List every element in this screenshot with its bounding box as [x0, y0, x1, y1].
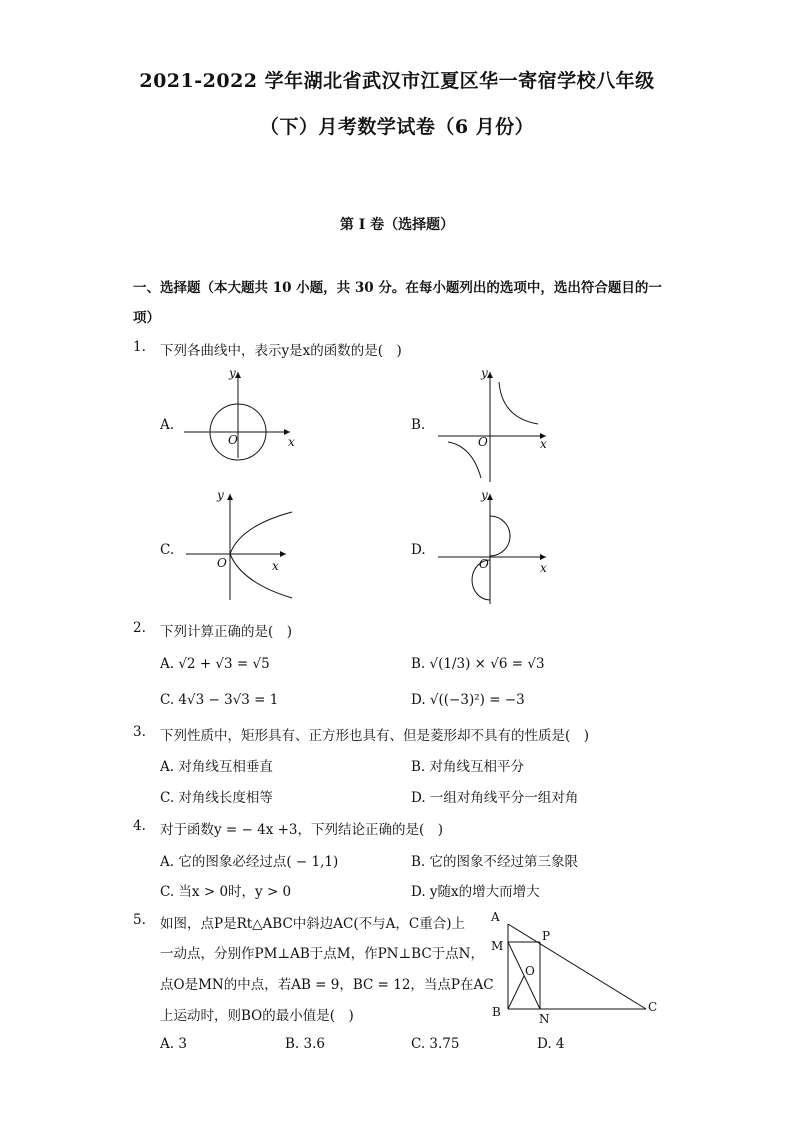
- q1-option-a-label: A.: [160, 417, 175, 433]
- q4-text: 对于函数y = − 4x +3，下列结论正确的是( ): [160, 822, 444, 838]
- q5-option-d: D. 4: [537, 1036, 565, 1052]
- q5-number: 5.: [133, 912, 146, 928]
- instructions-line1: 一、选择题（本大题共 10 小题，共 30 分。在每小题列出的选项中，选出符合题目的一: [133, 280, 662, 296]
- q3-text: 下列性质中，矩形具有、正方形也具有、但是菱形却不具有的性质是( ): [160, 728, 590, 744]
- q1-b-origin-label: O: [478, 435, 488, 449]
- q1-d-origin-label: O: [479, 557, 489, 571]
- q2-option-b: B. √(1/3) × √6 = √3: [411, 656, 545, 672]
- q1-c-x-label: x: [272, 559, 279, 573]
- q4-option-c: C. 当x > 0时，y > 0: [160, 884, 292, 900]
- q5-text-line3: 点O是MN的中点，若AB = 9，BC = 12，当点P在AC: [160, 977, 494, 993]
- q2-number: 2.: [133, 620, 146, 636]
- q4-number: 4.: [133, 818, 146, 834]
- q1-option-d-label: D.: [411, 542, 426, 558]
- q1-text: 下列各曲线中，表示y是x的函数的是( ): [160, 343, 402, 359]
- q5-label-b: B: [492, 1005, 501, 1019]
- q5-label-a: A: [491, 910, 500, 924]
- q5-label-p: P: [542, 929, 551, 943]
- q3-option-a: A. 对角线互相垂直: [160, 759, 273, 775]
- paper-title-line2: （下）月考数学试卷（6 月份）: [259, 116, 535, 138]
- q3-number: 3.: [133, 724, 146, 740]
- q1-option-b-label: B.: [411, 417, 426, 433]
- q5-text-line2: 一动点，分别作PM⊥AB于点M，作PN⊥BC于点N，: [160, 946, 484, 962]
- q1-d-x-label: x: [540, 561, 547, 575]
- q2-text: 下列计算正确的是( ): [160, 624, 293, 640]
- q5-label-o: O: [525, 964, 535, 978]
- q5-label-m: M: [491, 939, 504, 953]
- q5-option-a: A. 3: [160, 1036, 187, 1052]
- q3-option-d: D. 一组对角线平分一组对角: [411, 790, 579, 806]
- q1-c-y-label: y: [217, 488, 224, 502]
- q1-a-origin-label: O: [228, 433, 238, 447]
- q1-a-y-label: y: [229, 366, 236, 380]
- instructions-line2: 项）: [133, 310, 160, 326]
- paper-title-line1: 2021-2022 学年湖北省武汉市江夏区华一寄宿学校八年级: [139, 70, 655, 92]
- q1-number: 1.: [133, 339, 146, 355]
- q2-option-c: C. 4√3 − 3√3 = 1: [160, 692, 279, 708]
- q1-d-y-label: y: [481, 488, 488, 502]
- q2-option-a: A. √2 + √3 = √5: [160, 656, 270, 672]
- q1-b-y-label: y: [481, 366, 488, 380]
- q1-c-origin-label: O: [217, 556, 227, 570]
- q5-option-b: B. 3.6: [285, 1036, 325, 1052]
- q5-option-c: C. 3.75: [411, 1036, 460, 1052]
- q1-option-c-label: C.: [160, 542, 175, 558]
- q5-text-line1: 如图，点P是Rt△ABC中斜边AC(不与A，C重合)上: [160, 916, 465, 932]
- q3-option-b: B. 对角线互相平分: [411, 759, 525, 775]
- q2-option-d: D. √((−3)²) = −3: [411, 692, 525, 708]
- q1-a-x-label: x: [288, 435, 295, 449]
- q4-option-a: A. 它的图象必经过点( − 1,1): [160, 854, 339, 870]
- section-heading: 第 I 卷（选择题）: [339, 217, 455, 233]
- q4-option-b: B. 它的图象不经过第三象限: [411, 854, 579, 870]
- q5-text-line4: 上运动时，则BO的最小值是( ): [160, 1008, 354, 1024]
- q5-label-n: N: [539, 1012, 550, 1026]
- q4-option-d: D. y随x的增大而增大: [411, 884, 540, 900]
- q5-label-c: C: [648, 1000, 658, 1014]
- q1-b-x-label: x: [540, 437, 547, 451]
- q3-option-c: C. 对角线长度相等: [160, 790, 273, 806]
